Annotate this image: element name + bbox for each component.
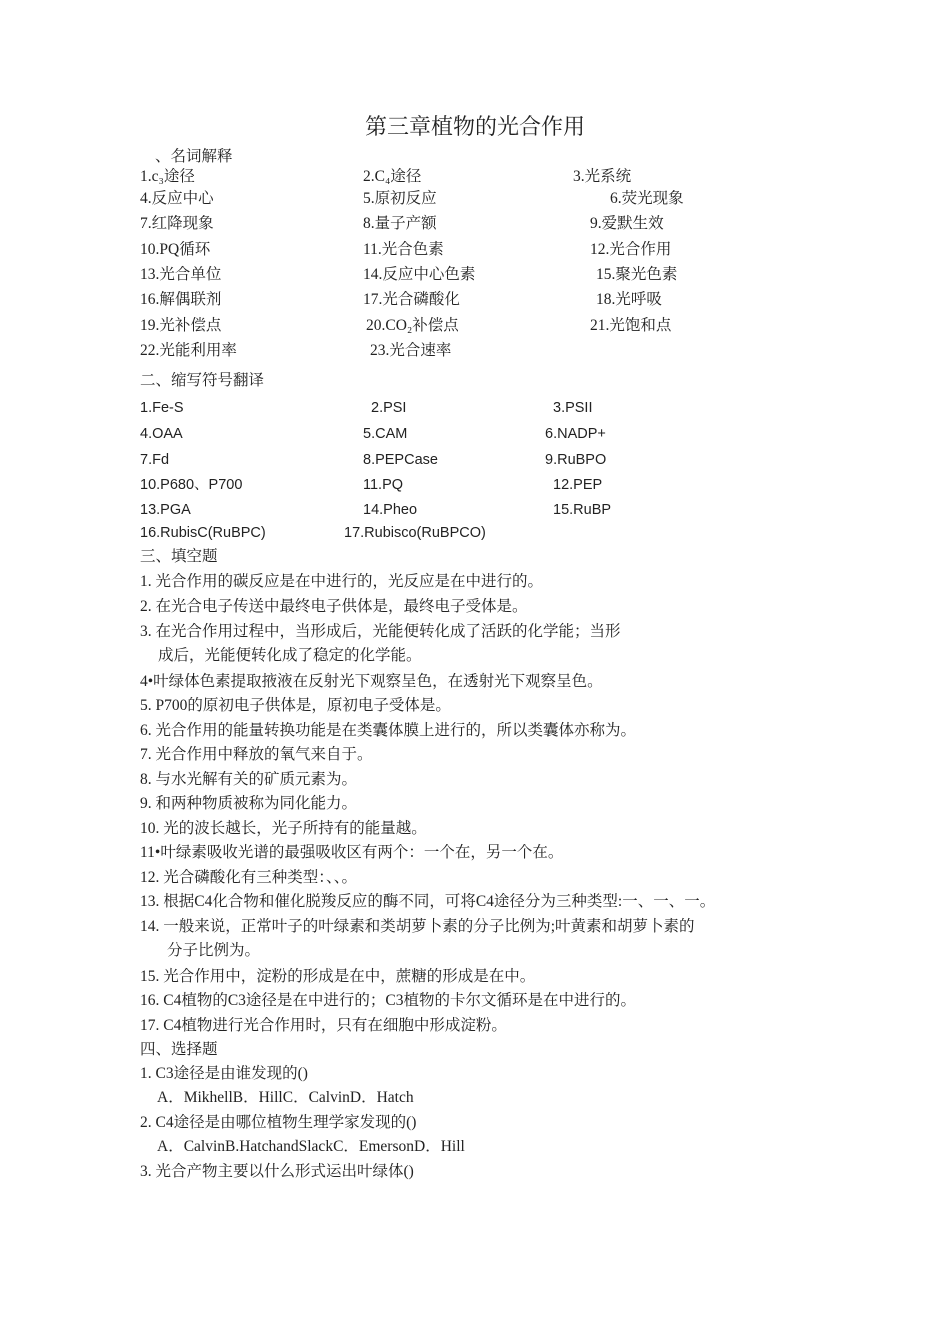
section-heading-abbreviations: 二、缩写符号翻译	[140, 372, 265, 389]
fill-blank-question: 分子比例为。	[167, 942, 261, 959]
abbreviation-item: 15.RuBP	[553, 502, 612, 518]
term-item: 20.CO₂补偿点	[366, 317, 459, 334]
abbreviation-item: 10.P680、P700	[140, 477, 243, 493]
fill-blank-question: 8. 与水光解有关的矿质元素为。	[140, 771, 358, 788]
choice-options: A．CalvinB.HatchandSlackC．EmersonD．Hill	[157, 1138, 465, 1155]
term-item: 22.光能利用率	[140, 342, 237, 359]
term-item: 12.光合作用	[590, 241, 672, 258]
term-item: 11.光合色素	[363, 241, 444, 258]
abbreviation-item: 4.OAA	[140, 426, 183, 442]
term-item: 9.爱默生效	[590, 215, 664, 232]
abbreviation-item: 16.RubisC(RuBPC)	[140, 525, 266, 541]
choice-question: 2. C4途径是由哪位植物生理学家发现的()	[140, 1114, 417, 1131]
term-item: 16.解偶联剂	[140, 291, 222, 308]
abbreviation-item: 17.Rubisco(RuBPCO)	[344, 525, 486, 541]
term-item: 1.c₃途径	[140, 168, 195, 185]
term-item: 6.荧光现象	[610, 190, 684, 207]
fill-blank-question: 1. 光合作用的碳反应是在中进行的，光反应是在中进行的。	[140, 573, 544, 590]
term-item: 21.光饱和点	[590, 317, 672, 334]
fill-blank-question: 7. 光合作用中释放的氧气来自于。	[140, 746, 373, 763]
fill-blank-question: 15. 光合作用中，淀粉的形成是在中，蔗糖的形成是在中。	[140, 968, 536, 985]
term-item: 23.光合速率	[370, 342, 452, 359]
fill-blank-question: 3. 在光合作用过程中，当形成后，光能便转化成了活跃的化学能；当形	[140, 623, 621, 640]
choice-question: 3. 光合产物主要以什么形式运出叶绿体()	[140, 1163, 414, 1180]
fill-blank-question: 5. P700的原初电子供体是，原初电子受体是。	[140, 697, 451, 714]
term-item: 14.反应中心色素	[363, 266, 476, 283]
choice-question: 1. C3途径是由谁发现的()	[140, 1065, 308, 1082]
fill-blank-question: 4•叶绿体色素提取掖液在反射光下观察呈色，在透射光下观察呈色。	[140, 673, 603, 690]
term-item: 15.聚光色素	[596, 266, 678, 283]
fill-blank-question: 11•叶绿素吸收光谱的最强吸收区有两个：一个在，另一个在。	[140, 844, 564, 861]
fill-blank-question: 成后，光能便转化成了稳定的化学能。	[158, 647, 422, 664]
abbreviation-item: 14.Pheo	[363, 502, 418, 518]
abbreviation-item: 9.RuBPO	[545, 452, 607, 468]
term-item: 17.光合磷酸化	[363, 291, 460, 308]
term-item: 7.红降现象	[140, 215, 214, 232]
term-item: 13.光合单位	[140, 266, 222, 283]
abbreviation-item: 2.PSI	[371, 400, 407, 416]
fill-blank-question: 17. C4植物进行光合作用时，只有在细胞中形成淀粉。	[140, 1017, 507, 1034]
choice-options: A．MikhellB．HillC．CalvinD．Hatch	[157, 1089, 414, 1106]
fill-blank-question: 14. 一般来说，正常叶子的叶绿素和类胡萝卜素的分子比例为;叶黄素和胡萝卜素的	[140, 918, 695, 935]
term-item: 8.量子产额	[363, 215, 437, 232]
section-heading-choice: 四、选择题	[140, 1041, 218, 1058]
abbreviation-item: 1.Fe-S	[140, 400, 184, 416]
term-item: 3.光系统	[573, 168, 632, 185]
abbreviation-item: 5.CAM	[363, 426, 408, 442]
term-item: 18.光呼吸	[596, 291, 662, 308]
term-item: 4.反应中心	[140, 190, 214, 207]
abbreviation-item: 11.PQ	[363, 477, 404, 493]
fill-blank-question: 12. 光合磷酸化有三种类型：、、。	[140, 869, 358, 886]
section-heading-terms: 、名词解释	[155, 148, 233, 165]
abbreviation-item: 13.PGA	[140, 502, 191, 518]
term-item: 2.C₄途径	[363, 168, 422, 185]
fill-blank-question: 16. C4植物的C3途径是在中进行的；C3植物的卡尔文循环是在中进行的。	[140, 992, 637, 1009]
fill-blank-question: 6. 光合作用的能量转换功能是在类囊体膜上进行的，所以类囊体亦称为。	[140, 722, 637, 739]
fill-blank-question: 13. 根据C4化合物和催化脱羧反应的酶不同，可将C4途径分为三种类型:一、一、一。	[140, 893, 716, 910]
page-title: 第三章植物的光合作用	[364, 114, 585, 139]
abbreviation-item: 12.PEP	[553, 477, 603, 493]
section-heading-fill-blank: 三、填空题	[140, 548, 218, 565]
term-item: 5.原初反应	[363, 190, 437, 207]
term-item: 19.光补偿点	[140, 317, 222, 334]
abbreviation-item: 7.Fd	[140, 452, 170, 468]
abbreviation-item: 3.PSII	[553, 400, 593, 416]
fill-blank-question: 10. 光的波长越长，光子所持有的能量越。	[140, 820, 427, 837]
abbreviation-item: 8.PEPCase	[363, 452, 438, 468]
fill-blank-question: 2. 在光合电子传送中最终电子供体是，最终电子受体是。	[140, 598, 528, 615]
abbreviation-item: 6.NADP+	[545, 426, 606, 442]
term-item: 10.PQ循环	[140, 241, 211, 258]
fill-blank-question: 9. 和两种物质被称为同化能力。	[140, 795, 358, 812]
